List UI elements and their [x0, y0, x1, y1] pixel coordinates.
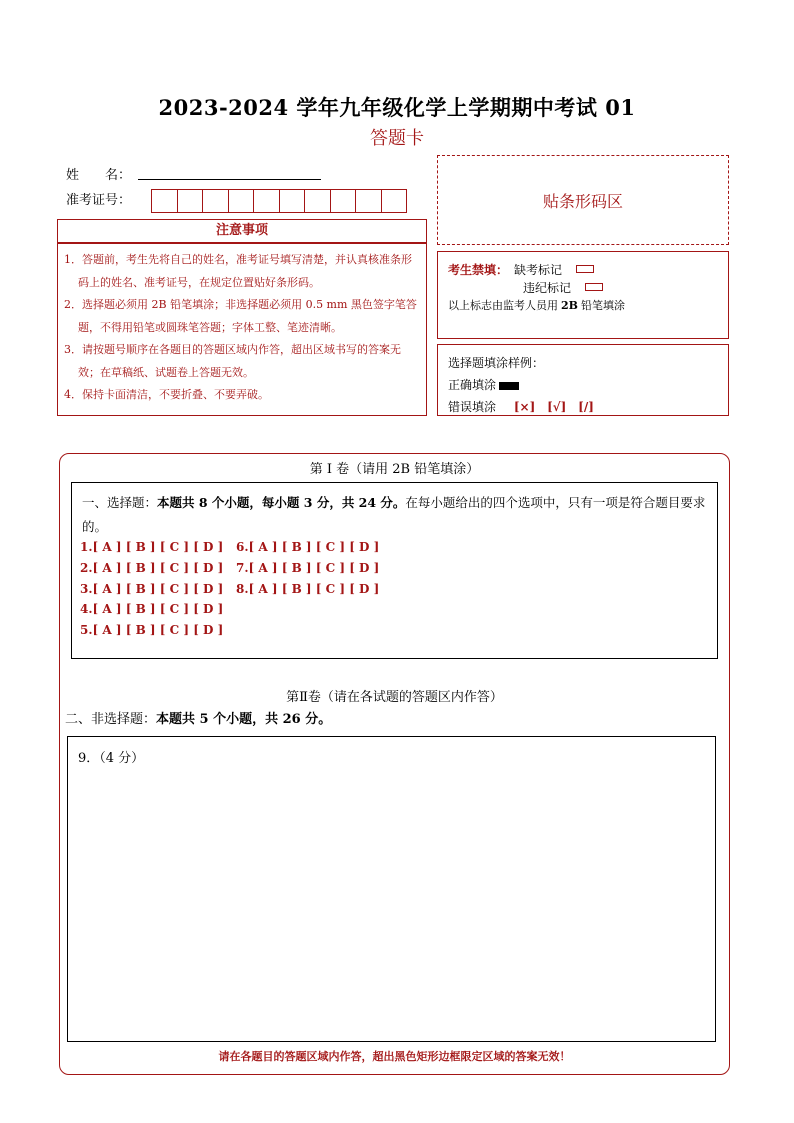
choice-row[interactable]: 1.[ A ] [ B ] [ C ] [ D ] [80, 540, 224, 554]
prohibited-label: 考生禁填： [448, 262, 509, 277]
name-field[interactable] [138, 179, 321, 180]
name-label: 姓 名： [66, 168, 132, 183]
notice-item: 2．选择题必须用 2B 铅笔填涂；非选择题必须用 0.5 mm 黑色签字笔答题，不得用铅笔或圆珠笔答题；字体工整、笔迹清晰。 [64, 298, 417, 334]
wrong-mark: [/] [578, 400, 594, 414]
question-bold: 本题共 8 个小题，每小题 3 分，共 24 分。 [157, 495, 406, 510]
violation-label: 违纪标记 [523, 280, 572, 295]
section2-desc-bold: 本题共 5 个小题，共 26 分。 [156, 712, 332, 727]
choices-right [236, 537, 379, 599]
choice-row[interactable]: 8.[ A ] [ B ] [ C ] [ D ] [236, 581, 380, 596]
sample-title: 选择题填涂样例： [448, 356, 545, 370]
question-9-answer-box[interactable] [67, 736, 716, 1042]
question-rest: 在每小题给出的四个选项中，只有一项是符合题目要求的。 [82, 495, 706, 534]
absent-mark[interactable] [576, 265, 594, 273]
notice-body [57, 243, 427, 416]
choices-left [80, 537, 223, 641]
barcode-area: 贴条形码区 [437, 155, 729, 245]
choice-row[interactable]: 3.[ A ] [ B ] [ C ] [ D ] [80, 581, 224, 596]
notice-item: 4．保持卡面清洁，不要折叠、不要弄破。 [64, 388, 269, 401]
question-9-label: 9．（4 分） [78, 751, 145, 766]
absent-label: 缺考标记 [514, 262, 563, 277]
notice-item: 3．请按题号顺序在各题目的答题区域内作答，超出区域书写的答案无效；在草稿纸、试题卷上答题无效。 [64, 343, 401, 379]
sample-box [437, 344, 729, 416]
section2-title: 第Ⅱ卷（请在各试题的答题区内作答） [286, 690, 503, 705]
marking-note-suffix: 铅笔填涂 [580, 299, 625, 312]
section2-desc [65, 708, 331, 727]
correct-label: 正确填涂 [448, 378, 497, 392]
page-title: 2023-2024 学年九年级化学上学期期中考试 01 [158, 95, 636, 120]
page-subtitle: 答题卡 [370, 128, 424, 149]
choice-row[interactable]: 6.[ A ] [ B ] [ C ] [ D ] [236, 540, 380, 554]
choice-row[interactable]: 5.[ A ] [ B ] [ C ] [ D ] [80, 623, 224, 638]
notice-heading: 注意事项 [57, 219, 427, 243]
marking-note-prefix: 以上标志由监考人员用 [448, 299, 558, 312]
choice-row[interactable]: 4.[ A ] [ B ] [ C ] [ D ] [80, 602, 224, 617]
wrong-label: 错误填涂 [448, 400, 497, 414]
footer-warning: 请在各题目的答题区域内作答，超出黑色矩形边框限定区域的答案无效！ [218, 1050, 571, 1063]
notice-item: 1．答题前，考生先将自己的姓名，准考证号填写清楚，并认真核准条形码上的姓名、准考证号，在规定位置贴好条形码。 [64, 253, 412, 289]
section2-desc-prefix: 二、非选择题： [65, 712, 157, 727]
section1-title: 第 I 卷（请用 2B 铅笔填涂） [309, 462, 480, 477]
choice-row[interactable]: 2.[ A ] [ B ] [ C ] [ D ] [80, 560, 224, 575]
choice-row[interactable]: 7.[ A ] [ B ] [ C ] [ D ] [236, 560, 380, 575]
question-prefix: 一、选择题： [82, 495, 158, 510]
id-number-boxes[interactable] [151, 189, 406, 213]
marking-note-bold: 2B [561, 298, 578, 312]
candidate-prohibited-box [437, 251, 729, 339]
wrong-mark: [√] [547, 400, 567, 414]
wrong-mark: [×] [513, 400, 536, 414]
id-label: 准考证号： [66, 193, 132, 208]
violation-mark[interactable] [585, 283, 603, 291]
filled-mark-icon [499, 382, 519, 390]
